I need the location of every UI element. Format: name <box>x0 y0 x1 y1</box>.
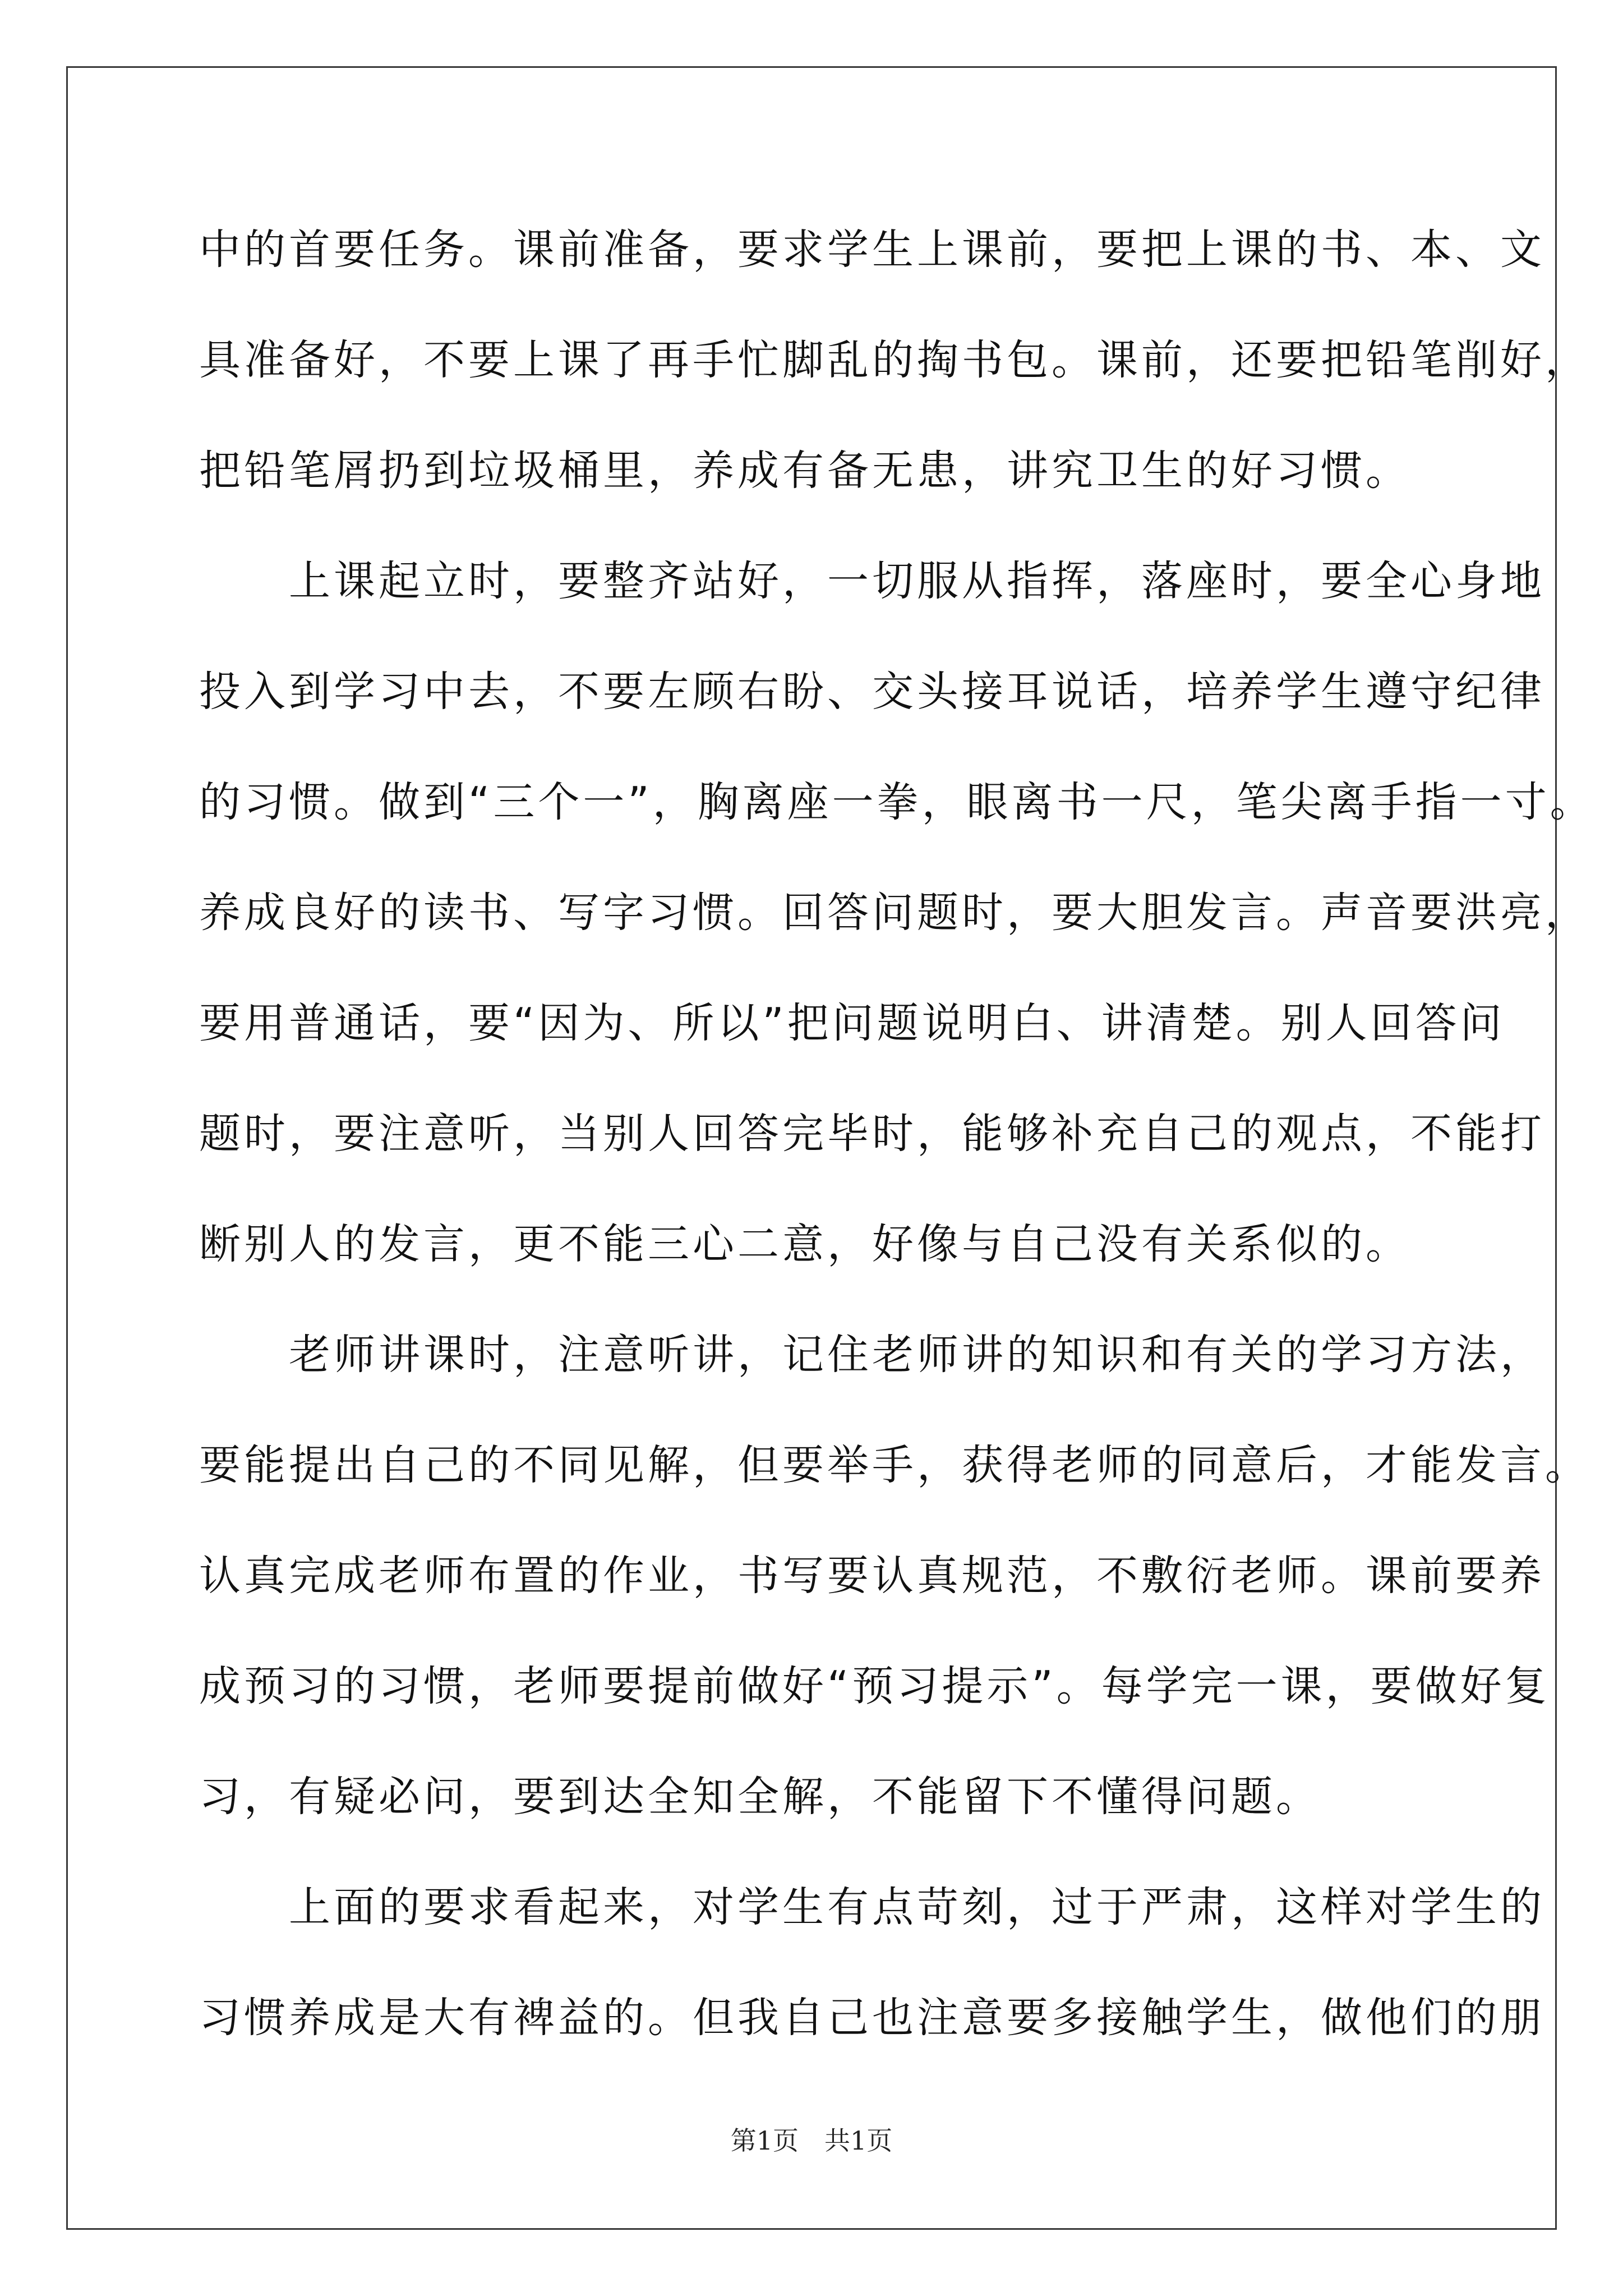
text-line: 上课起立时，要整齐站好，一切服从指挥，落座时，要全心身地 <box>199 557 1545 605</box>
text-line: 的习惯。做到“三个一”，胸离座一拳，眼离书一尺，笔尖离手指一寸。 <box>199 778 1595 826</box>
text-line: 断别人的发言，更不能三心二意，好像与自己没有关系似的。 <box>199 1220 1410 1268</box>
text-line: 要能提出自己的不同见解，但要举手，获得老师的同意后，才能发言。 <box>199 1441 1590 1489</box>
text-line: 习惯养成是大有裨益的。但我自己也注意要多接触学生，做他们的朋 <box>199 1994 1545 2042</box>
text-line: 上面的要求看起来，对学生有点苛刻，过于严肃，这样对学生的 <box>199 1883 1545 1931</box>
text-line: 认真完成老师布置的作业，书写要认真规范，不敷衍老师。课前要养 <box>199 1552 1545 1600</box>
text-line: 习，有疑必问，要到达全知全解，不能留下不懂得问题。 <box>199 1773 1321 1821</box>
text-line: 养成良好的读书、写字习惯。回答问题时，要大胆发言。声音要洪亮， <box>199 889 1590 937</box>
text-line: 投入到学习中去，不要左顾右盼、交头接耳说话，培养学生遵守纪律 <box>199 668 1545 716</box>
text-line: 中的首要任务。课前准备，要求学生上课前，要把上课的书、本、文 <box>199 226 1545 274</box>
text-line: 成预习的习惯，老师要提前做好“预习提示”。每学完一课，要做好复 <box>199 1662 1550 1710</box>
text-line: 把铅笔屑扔到垃圾桶里，养成有备无患，讲究卫生的好习惯。 <box>199 447 1410 495</box>
page-number-footer: 第1页 共1页 <box>730 2125 893 2156</box>
text-line: 要用普通话，要“因为、所以”把问题说明白、讲清楚。别人回答问 <box>199 999 1505 1047</box>
text-line: 老师讲课时，注意听讲，记住老师讲的知识和有关的学习方法， <box>199 1331 1545 1379</box>
text-line: 题时，要注意听，当别人回答完毕时，能够补充自己的观点，不能打 <box>199 1110 1545 1158</box>
text-line: 具准备好，不要上课了再手忙脚乱的掏书包。课前，还要把铅笔削好， <box>199 336 1590 384</box>
document-body <box>199 208 1595 2086</box>
